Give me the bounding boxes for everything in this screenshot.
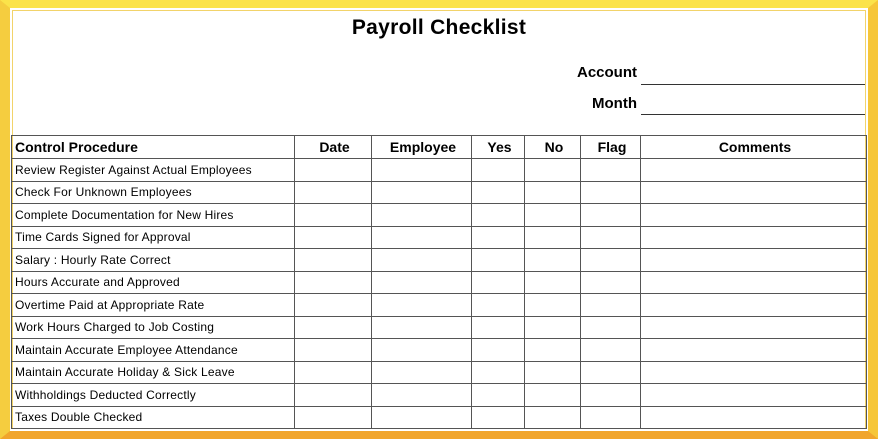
comments-cell[interactable] <box>641 159 867 182</box>
table-row <box>12 249 867 272</box>
control-procedure-cell: Complete Documentation for New Hires <box>12 204 295 227</box>
comments-cell[interactable] <box>641 226 867 249</box>
table-row <box>12 384 867 407</box>
comments-cell[interactable] <box>641 339 867 362</box>
control-procedure-cell: Time Cards Signed for Approval <box>12 226 295 249</box>
column-header: Control Procedure <box>12 136 295 159</box>
flag-cell[interactable] <box>581 406 641 429</box>
yes-cell[interactable] <box>472 159 525 182</box>
control-procedure-cell: Hours Accurate and Approved <box>12 271 295 294</box>
flag-cell[interactable] <box>581 271 641 294</box>
yes-cell[interactable] <box>472 339 525 362</box>
flag-cell[interactable] <box>581 204 641 227</box>
date-cell[interactable] <box>295 384 372 407</box>
date-cell[interactable] <box>295 294 372 317</box>
control-procedure-cell: Work Hours Charged to Job Costing <box>12 316 295 339</box>
yes-cell[interactable] <box>472 226 525 249</box>
flag-cell[interactable] <box>581 226 641 249</box>
yes-cell[interactable] <box>472 249 525 272</box>
yes-cell[interactable] <box>472 204 525 227</box>
control-procedure-cell: Check For Unknown Employees <box>12 181 295 204</box>
column-header: Date <box>295 136 372 159</box>
employee-cell[interactable] <box>372 204 472 227</box>
yes-cell[interactable] <box>472 181 525 204</box>
table-row <box>12 204 867 227</box>
date-cell[interactable] <box>295 226 372 249</box>
flag-cell[interactable] <box>581 249 641 272</box>
date-cell[interactable] <box>295 249 372 272</box>
comments-cell[interactable] <box>641 406 867 429</box>
comments-cell[interactable] <box>641 294 867 317</box>
no-cell[interactable] <box>525 339 581 362</box>
date-cell[interactable] <box>295 339 372 362</box>
control-procedure-cell: Salary : Hourly Rate Correct <box>12 249 295 272</box>
comments-cell[interactable] <box>641 181 867 204</box>
date-cell[interactable] <box>295 361 372 384</box>
yes-cell[interactable] <box>472 271 525 294</box>
employee-cell[interactable] <box>372 181 472 204</box>
column-header: Yes <box>472 136 525 159</box>
column-header: No <box>525 136 581 159</box>
comments-cell[interactable] <box>641 384 867 407</box>
table-header-row <box>12 136 867 159</box>
control-procedure-cell: Maintain Accurate Employee Attendance <box>12 339 295 362</box>
date-cell[interactable] <box>295 271 372 294</box>
comments-cell[interactable] <box>641 249 867 272</box>
no-cell[interactable] <box>525 316 581 339</box>
account-label: Account <box>577 64 637 81</box>
flag-cell[interactable] <box>581 339 641 362</box>
flag-cell[interactable] <box>581 294 641 317</box>
checklist-table <box>11 135 867 429</box>
date-cell[interactable] <box>295 181 372 204</box>
date-cell[interactable] <box>295 316 372 339</box>
no-cell[interactable] <box>525 406 581 429</box>
page-title: Payroll Checklist <box>351 16 527 39</box>
table-row <box>12 361 867 384</box>
column-header: Comments <box>641 136 867 159</box>
employee-cell[interactable] <box>372 406 472 429</box>
yes-cell[interactable] <box>472 294 525 317</box>
table-row <box>12 316 867 339</box>
yes-cell[interactable] <box>472 361 525 384</box>
flag-cell[interactable] <box>581 316 641 339</box>
no-cell[interactable] <box>525 249 581 272</box>
table-row <box>12 406 867 429</box>
control-procedure-cell: Withholdings Deducted Correctly <box>12 384 295 407</box>
table-row <box>12 339 867 362</box>
yes-cell[interactable] <box>472 316 525 339</box>
employee-cell[interactable] <box>372 271 472 294</box>
table-row <box>12 159 867 182</box>
flag-cell[interactable] <box>581 181 641 204</box>
date-cell[interactable] <box>295 204 372 227</box>
no-cell[interactable] <box>525 226 581 249</box>
table-row <box>12 271 867 294</box>
comments-cell[interactable] <box>641 361 867 384</box>
date-cell[interactable] <box>295 406 372 429</box>
employee-cell[interactable] <box>372 339 472 362</box>
comments-cell[interactable] <box>641 271 867 294</box>
employee-cell[interactable] <box>372 294 472 317</box>
comments-cell[interactable] <box>641 204 867 227</box>
column-header: Flag <box>581 136 641 159</box>
month-field[interactable] <box>641 114 865 115</box>
yes-cell[interactable] <box>472 384 525 407</box>
flag-cell[interactable] <box>581 384 641 407</box>
control-procedure-cell: Maintain Accurate Holiday & Sick Leave <box>12 361 295 384</box>
flag-cell[interactable] <box>581 361 641 384</box>
no-cell[interactable] <box>525 271 581 294</box>
flag-cell[interactable] <box>581 159 641 182</box>
table-row <box>12 181 867 204</box>
no-cell[interactable] <box>525 294 581 317</box>
employee-cell[interactable] <box>372 159 472 182</box>
comments-cell[interactable] <box>641 316 867 339</box>
control-procedure-cell: Review Register Against Actual Employees <box>12 159 295 182</box>
control-procedure-cell: Taxes Double Checked <box>12 406 295 429</box>
column-header: Employee <box>372 136 472 159</box>
employee-cell[interactable] <box>372 249 472 272</box>
no-cell[interactable] <box>525 159 581 182</box>
table-row <box>12 294 867 317</box>
month-label: Month <box>592 95 637 112</box>
employee-cell[interactable] <box>372 384 472 407</box>
employee-cell[interactable] <box>372 226 472 249</box>
no-cell[interactable] <box>525 181 581 204</box>
table-row <box>12 226 867 249</box>
account-field[interactable] <box>641 84 865 85</box>
yes-cell[interactable] <box>472 406 525 429</box>
control-procedure-cell: Overtime Paid at Appropriate Rate <box>12 294 295 317</box>
no-cell[interactable] <box>525 204 581 227</box>
no-cell[interactable] <box>525 361 581 384</box>
no-cell[interactable] <box>525 384 581 407</box>
date-cell[interactable] <box>295 159 372 182</box>
employee-cell[interactable] <box>372 316 472 339</box>
employee-cell[interactable] <box>372 361 472 384</box>
